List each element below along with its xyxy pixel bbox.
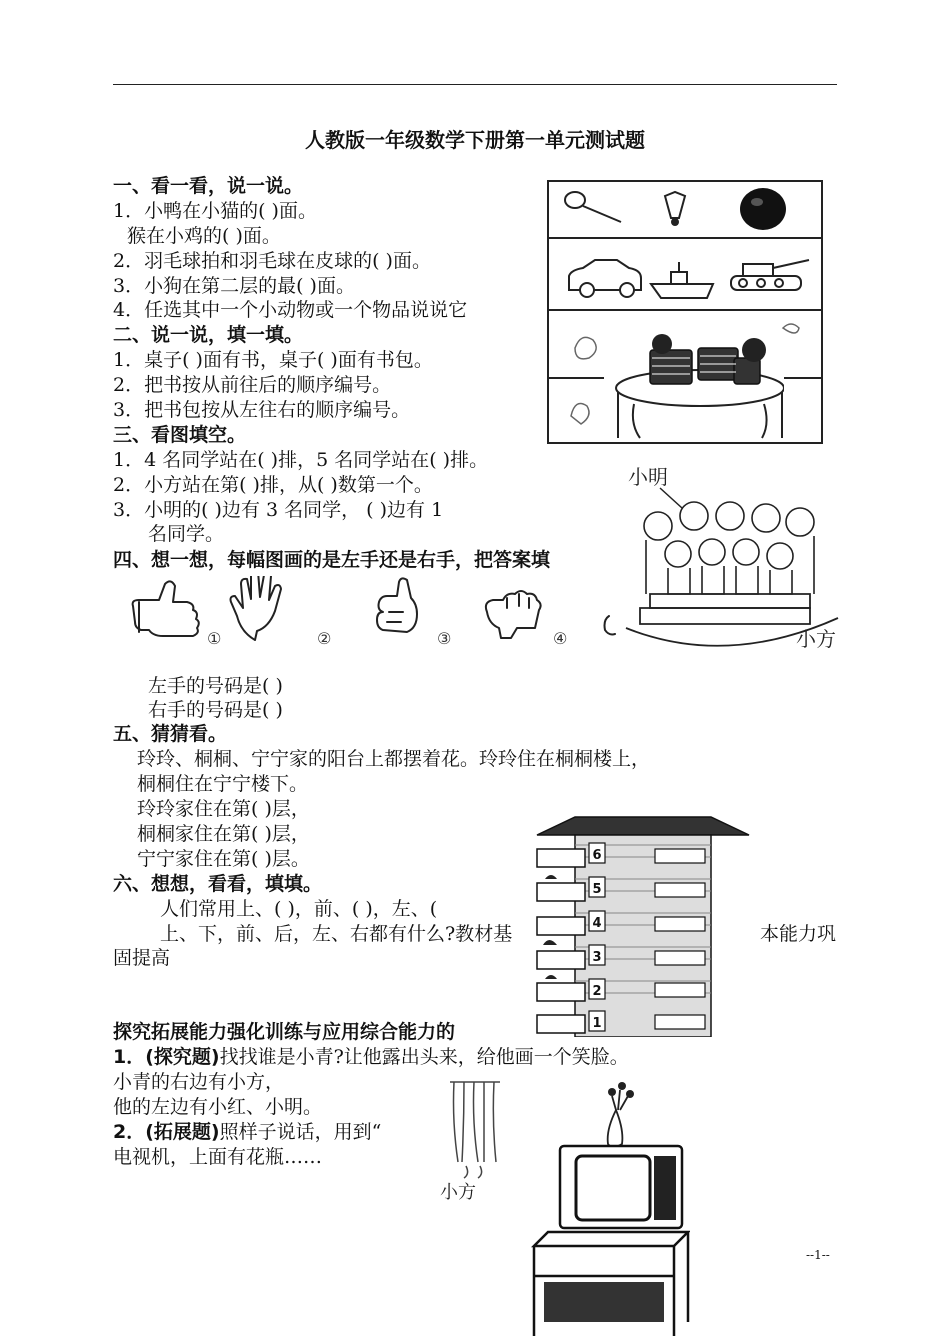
- s5-line-3: 玲玲家住在第( )层，: [137, 798, 310, 820]
- floor-2-label: 2: [592, 984, 602, 999]
- desk-books-illustration: [604, 330, 784, 442]
- section-1-heading: 一、看一看，说一说。: [113, 175, 304, 197]
- s1-line-3: 2．羽毛球拍和羽毛球在皮球的( )面。: [113, 250, 431, 272]
- tv-curtain-illustration: [440, 1076, 690, 1338]
- s6-line-2-tail: 本能力巩: [760, 923, 837, 945]
- section-2-heading: 二、说一说，填一填。: [113, 324, 304, 346]
- hands-illustration: [125, 576, 620, 654]
- s7-q2-number: 2．: [113, 1121, 146, 1143]
- s5-line-2: 桐桐住在宁宁楼下。: [137, 773, 309, 795]
- s7-q2-tag: (拓展题): [145, 1121, 220, 1143]
- s3-line-3: 3．小明的( )边有 3 名同学， ( )边有 1: [113, 499, 444, 521]
- header-rule: [113, 84, 837, 85]
- s2-line-3: 3．把书包按从左往右的顺序编号。: [113, 399, 411, 421]
- section-5-heading: 五、猜猜看。: [113, 723, 228, 745]
- section-3-heading: 三、看图填空。: [113, 424, 247, 446]
- s6-line-2: 上、下，前、后，左、右都有什么?教材基: [160, 923, 513, 945]
- s3-line-2: 2．小方站在第( )排，从( )数第一个。: [113, 474, 433, 496]
- label-xiaofang-2: 小方: [440, 1182, 476, 1203]
- s7-q1-line-2: 小青的右边有小方，: [113, 1071, 285, 1093]
- s7-q1-number: 1．: [113, 1046, 146, 1068]
- s1-line-4: 3．小狗在第二层的最( )面。: [113, 275, 355, 297]
- s5-line-5: 宁宁家住在第( )层。: [137, 848, 310, 870]
- s4-left-answer: 左手的号码是( ): [148, 675, 283, 697]
- s7-q2-text: 照样子说话，用到“: [219, 1121, 382, 1143]
- s3-line-1: 1．4 名同学站在( )排，5 名同学站在( )排。: [113, 449, 489, 471]
- hand-number-2: ②: [317, 629, 332, 648]
- page-number: --1--: [806, 1248, 830, 1262]
- s5-line-4: 桐桐家住在第( )层，: [137, 823, 310, 845]
- s7-q1: [113, 1045, 629, 1069]
- s6-line-3: 固提高: [113, 947, 171, 969]
- s2-line-1: 1．桌子( )面有书，桌子( )面有书包。: [113, 349, 433, 371]
- building-illustration: [535, 815, 750, 1037]
- s1-line-2: 猴在小鸡的( )面。: [127, 225, 281, 247]
- s7-q1-line-3: 他的左边有小红、小明。: [113, 1096, 323, 1118]
- section-7-heading: 探究拓展能力强化训练与应用综合能力的: [113, 1021, 456, 1043]
- s6-line-1: 人们常用上、( )，前、( )，左、(: [160, 898, 438, 920]
- students-illustration: [620, 458, 845, 656]
- s3-line-4: 名同学。: [148, 523, 225, 545]
- label-xiaoming: 小明: [628, 465, 668, 489]
- floor-5-label: 5: [592, 882, 602, 897]
- s1-line-5: 4．任选其中一个小动物或一个物品说说它: [113, 299, 468, 321]
- hand-number-3: ③: [437, 629, 452, 648]
- floor-4-label: 4: [592, 916, 602, 931]
- s7-q2: [113, 1120, 381, 1144]
- s1-line-1: 1．小鸭在小猫的( )面。: [113, 200, 317, 222]
- page-title: 人教版一年级数学下册第一单元测试题: [305, 128, 645, 152]
- floor-1-label: 1: [592, 1016, 602, 1031]
- label-xiaofang: 小方: [796, 627, 836, 651]
- hand-number-4: ④: [553, 629, 568, 648]
- section-4-heading: 四、想一想，每幅图画的是左手还是右手，把答案填: [113, 549, 551, 571]
- s2-line-2: 2．把书按从前往后的顺序编号。: [113, 374, 392, 396]
- s7-q1-tag: (探究题): [145, 1046, 220, 1068]
- s7-q2-line-2: 电视机，上面有花瓶……: [113, 1146, 323, 1168]
- section-6-heading: 六、想想，看看，填填。: [113, 873, 323, 895]
- floor-3-label: 3: [592, 950, 602, 965]
- s4-right-answer: 右手的号码是( ): [148, 699, 283, 721]
- floor-6-label: 6: [592, 848, 602, 863]
- hand-number-1: ①: [207, 629, 222, 648]
- s5-line-1: 玲玲、桐桐、宁宁家的阳台上都摆着花。玲玲住在桐桐楼上，: [137, 748, 651, 770]
- s7-q1-text: 找找谁是小青?让他露出头来，给他画一个笑脸。: [219, 1046, 629, 1068]
